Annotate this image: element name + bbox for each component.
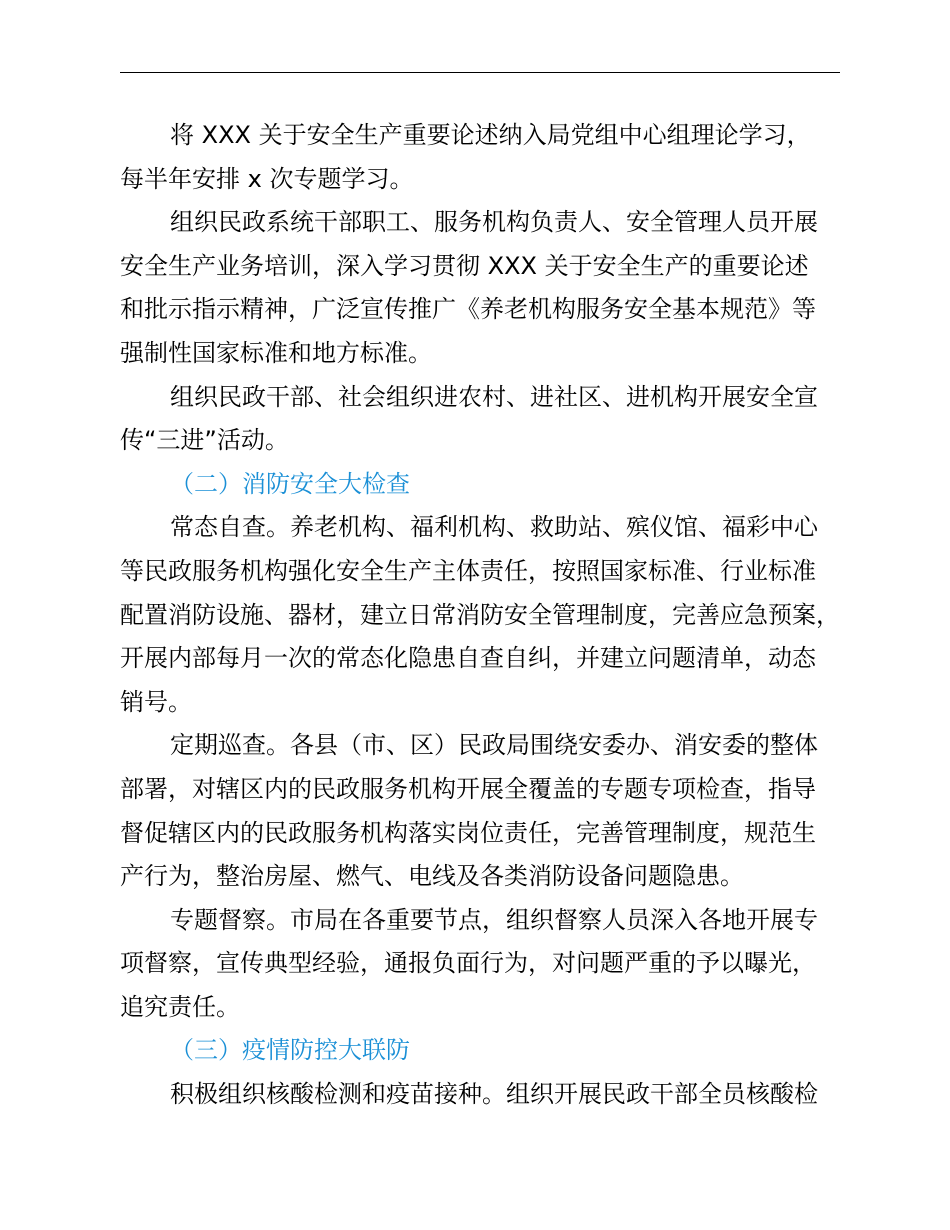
paragraph-line: 督促辖区内的民政服务机构落实岗位责任，完善管理制度，规范生 — [120, 818, 816, 847]
text-lines — [120, 114, 840, 1117]
paragraph-line: 每半年安排 x 次专题学习。 — [120, 164, 414, 193]
document-body — [120, 114, 840, 1117]
paragraph-line: 专题督察。市局在各重要节点，组织督察人员深入各地开展专 — [170, 905, 818, 934]
paragraph-line: 部署，对辖区内的民政服务机构开展全覆盖的专题专项检查，指导 — [120, 774, 816, 803]
section-heading: （三）疫情防控大联防 — [170, 1036, 410, 1065]
paragraph-line: 组织民政干部、社会组织进农村、进社区、进机构开展安全宣 — [170, 382, 818, 411]
paragraph-line: 安全生产业务培训，深入学习贯彻 XXX 关于安全生产的重要论述 — [120, 251, 809, 280]
top-rule — [120, 72, 840, 73]
paragraph-line: 强制性国家标准和地方标准。 — [120, 338, 432, 367]
paragraph-line: 常态自查。养老机构、福利机构、救助站、殡仪馆、福彩中心 — [170, 513, 818, 542]
paragraph-line: 等民政服务机构强化安全生产主体责任，按照国家标准、行业标准 — [120, 556, 816, 585]
paragraph-line: 开展内部每月一次的常态化隐患自查自纠，并建立问题清单，动态 — [120, 644, 816, 673]
paragraph-line: 积极组织核酸检测和疫苗接种。组织开展民政干部全员核酸检 — [170, 1080, 818, 1109]
paragraph-line: 传“三进”活动。 — [120, 426, 289, 455]
section-heading: （二）消防安全大检查 — [170, 469, 410, 498]
paragraph-line: 追究责任。 — [120, 992, 240, 1021]
paragraph-line: 组织民政系统干部职工、服务机构负责人、安全管理人员开展 — [170, 208, 818, 237]
paragraph-line: 将 XXX 关于安全生产重要论述纳入局党组中心组理论学习， — [170, 121, 811, 149]
paragraph-line: 定期巡查。各县（市、区）民政局围绕安委办、消安委的整体 — [170, 731, 818, 760]
paragraph-line: 产行为，整治房屋、燃气、电线及各类消防设备问题隐患。 — [120, 862, 744, 891]
paragraph-line: 项督察，宣传典型经验，通报负面行为，对问题严重的予以曝光， — [120, 949, 816, 978]
paragraph-line: 配置消防设施、器材，建立日常消防安全管理制度，完善应急预案， — [120, 600, 840, 629]
paragraph-line: 销号。 — [120, 687, 192, 716]
paragraph-line: 和批示指示精神，广泛宣传推广《养老机构服务安全基本规范》等 — [120, 295, 816, 324]
